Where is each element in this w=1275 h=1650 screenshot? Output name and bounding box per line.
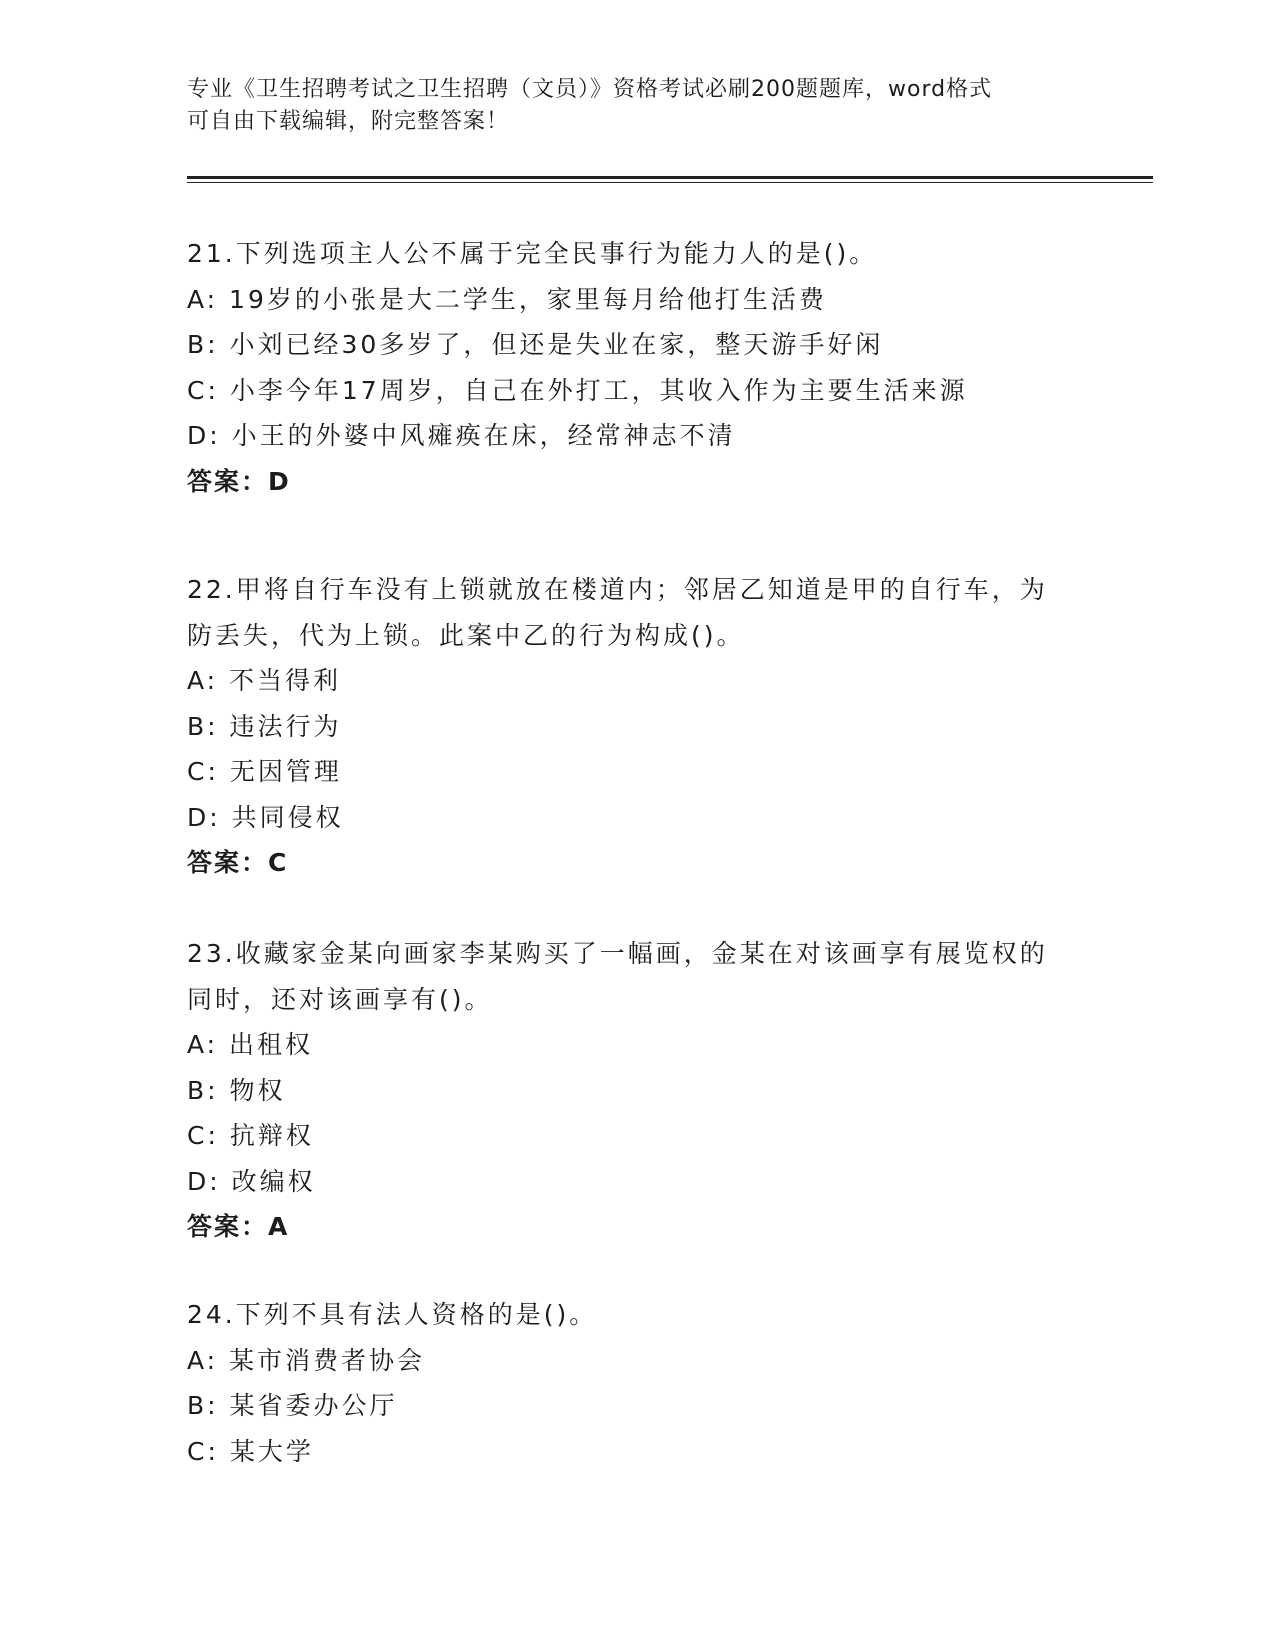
option-b: B: 物权	[187, 1075, 286, 1105]
option-a: A: 19岁的小张是大二学生，家里每月给他打生活费	[187, 284, 827, 314]
question-stem-line: 同时，还对该画享有()。	[187, 984, 493, 1014]
header-line-1: 专业《卫生招聘考试之卫生招聘（文员）》资格考试必刷200题题库，word格式	[187, 77, 993, 102]
answer-line: 答案：D	[187, 466, 291, 496]
question-stem-line: 23.收藏家金某向画家李某购买了一幅画，金某在对该画享有展览权的	[187, 939, 1048, 968]
option-b: B: 某省委办公厅	[187, 1391, 398, 1420]
option-c: C: 无因管理	[187, 757, 342, 786]
option-a: A: 某市消费者协会	[187, 1345, 426, 1375]
option-c: C: 某大学	[187, 1436, 314, 1466]
option-a: A: 不当得利	[187, 666, 342, 695]
option-a: A: 出租权	[187, 1030, 314, 1059]
option-c: C: 抗辩权	[187, 1121, 314, 1150]
header-divider-thin	[187, 182, 1153, 183]
option-d: D: 小王的外婆中风瘫痪在床，经常神志不清	[187, 421, 736, 450]
option-d: D: 共同侵权	[187, 802, 344, 832]
question-23	[187, 931, 1087, 1250]
header-divider-thick	[187, 176, 1153, 179]
option-c: C: 小李今年17周岁，自己在外打工，其收入作为主要生活来源	[187, 375, 968, 405]
document-header	[187, 74, 1067, 138]
question-stem-line: 防丢失，代为上锁。此案中乙的行为构成()。	[187, 620, 745, 650]
question-24	[187, 1292, 1087, 1474]
answer-line: 答案：A	[187, 1212, 290, 1241]
question-21	[187, 231, 1087, 504]
option-b: B: 违法行为	[187, 711, 342, 741]
question-stem-line: 24.下列不具有法人资格的是()。	[187, 1300, 598, 1329]
answer-line: 答案：C	[187, 848, 289, 877]
option-b: B: 小刘已经30多岁了，但还是失业在家，整天游手好闲	[187, 330, 884, 359]
question-22	[187, 567, 1087, 886]
question-stem-line: 22.甲将自行车没有上锁就放在楼道内；邻居乙知道是甲的自行车，为	[187, 575, 1048, 604]
header-line-2: 可自由下载编辑，附完整答案！	[187, 109, 510, 134]
question-stem-line: 21.下列选项主人公不属于完全民事行为能力人的是()。	[187, 239, 878, 268]
option-d: D: 改编权	[187, 1166, 316, 1196]
